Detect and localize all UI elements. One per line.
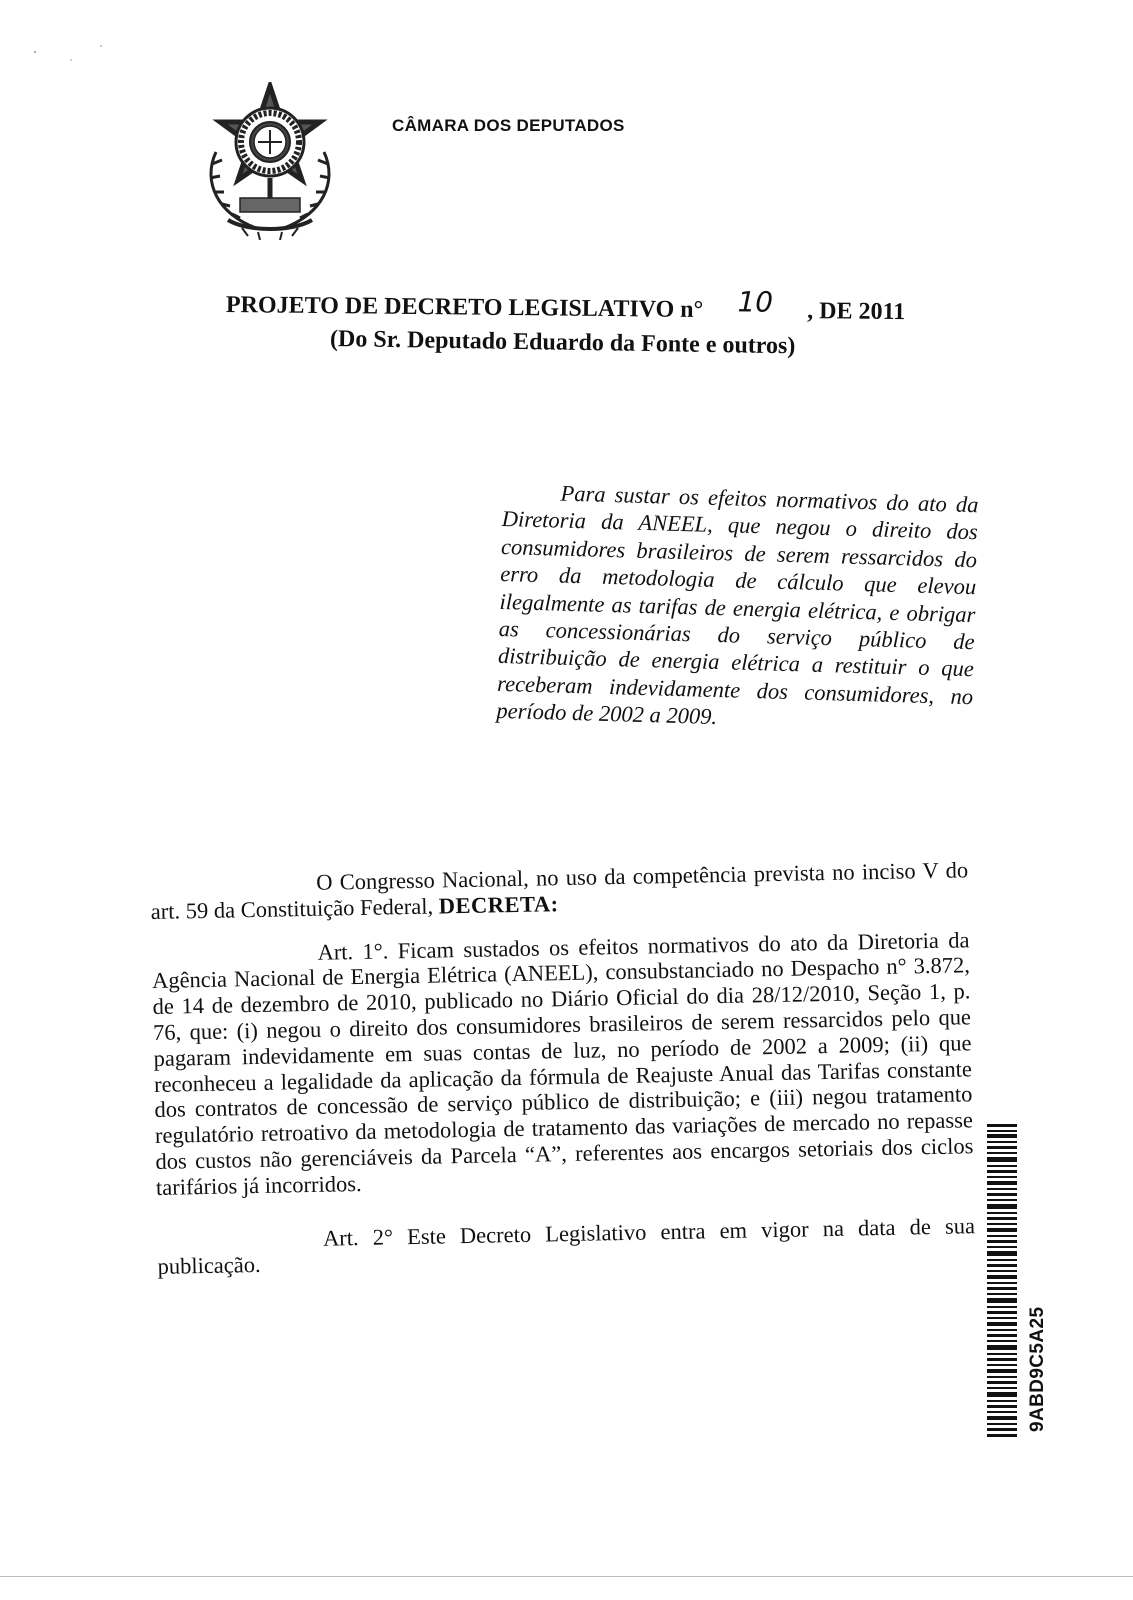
author-line: (Do Sr. Deputado Eduardo da Fonte e outros): [329, 326, 796, 360]
title-prefix: PROJETO DE DECRETO LEGISLATIVO n°: [225, 292, 704, 323]
scan-edge-line: [0, 1576, 1133, 1577]
barcode-code: 9ABD9C5A25: [1027, 1306, 1048, 1432]
enacting-clause: [150, 857, 969, 924]
ementa: Para sustar os efeitos normativos do ato da Diretoria da ANEEL, que negou o direito dos consumidores brasileiros de serem ressarcidos do erro da metodologia de cálculo que elevou ilegalmente as tarifas de energia elétrica, e obrigar as concessionárias do serviço público de distribuição de energia elétrica a restituir o que receberam indevidamente dos consumidores, no período de 2002 a 2009.: [496, 480, 979, 730]
scan-specks: [0, 0, 200, 70]
enacting-word: DECRETA:: [438, 890, 559, 919]
decree-body: [150, 857, 976, 1280]
article-1: Art. 1°. Ficam sustados os efeitos normativos do ato da Diretoria da Agência Nacional de Energia Elétrica (ANEEL), consubstanciado no Despacho n° 3.872, de 14 de dezembro de 2010, publicado no Diário Oficial do dia 28/12/2010, Seção 1, p. 76, que: (i) negou o direito dos consumidores brasileiros de serem ressarcidos pelo que pagaram indevidamente em suas contas de luz, no período de 2002 a 2009; (ii) que reconheceu a legalidade da aplicação da fórmula de Reajuste Anual das Tarifas constante dos contratos de concessão de serviço público de distribuição; e (iii) negou tratamento regulatório retroativo da metodologia de tratamento das variações de mercado no repasse dos custos não gerenciáveis da Parcela “A”, referentes aos encargos setoriais dos ciclos tarifários já incorridos.: [151, 926, 974, 1200]
chamber-name: CÂMARA DOS DEPUTADOS: [392, 116, 625, 135]
title-number: 10: [737, 285, 774, 319]
document-title: [226, 286, 906, 326]
title-year: , DE 2011: [807, 298, 906, 326]
enacting-clause-text: O Congresso Nacional, no uso da competência prevista no inciso V do art. 59 da Constituição Federal,: [150, 857, 969, 924]
brasao-republica-icon: [198, 82, 342, 240]
article-2: Art. 2° Este Decreto Legislativo entra em vigor na data de sua publicação.: [157, 1212, 976, 1280]
